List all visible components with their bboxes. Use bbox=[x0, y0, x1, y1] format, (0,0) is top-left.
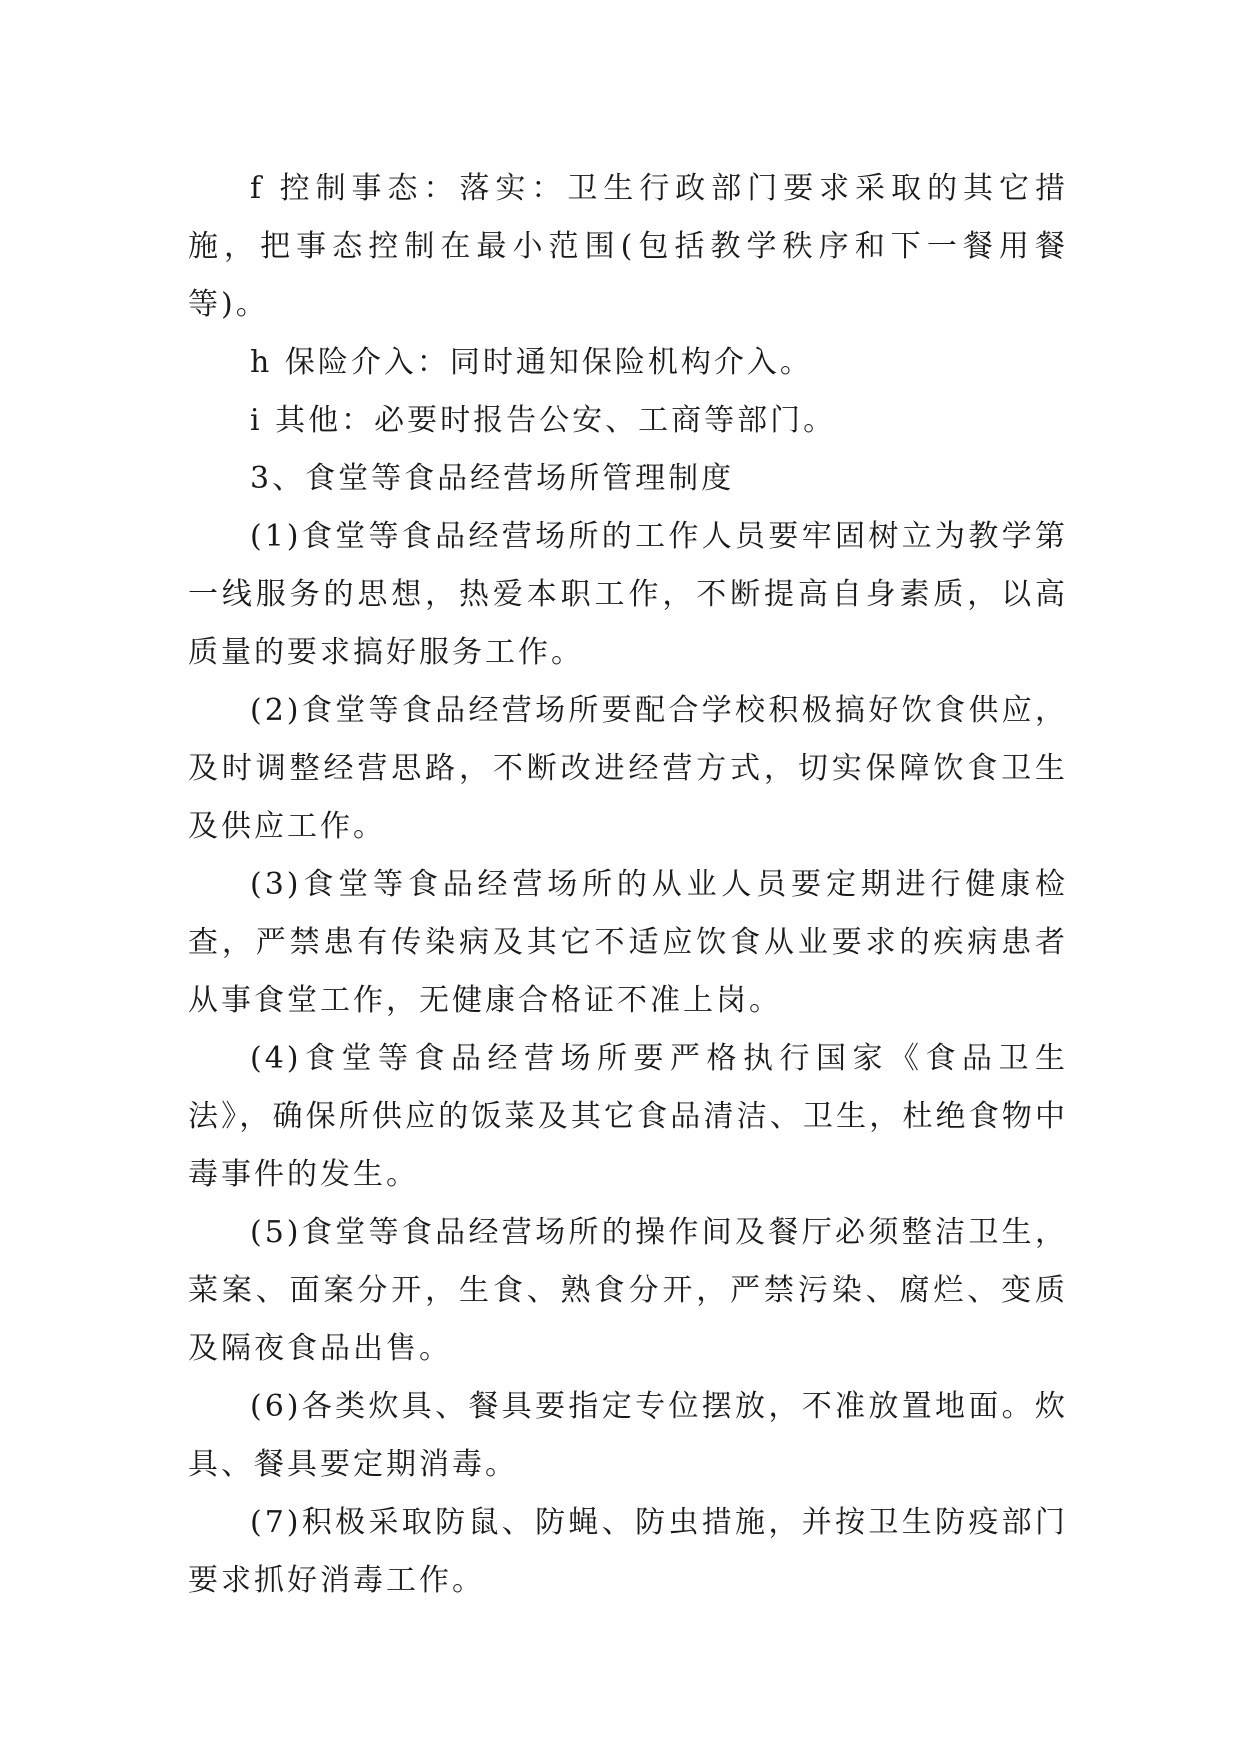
paragraph-other: i 其他：必要时报告公安、工商等部门。 bbox=[250, 403, 837, 438]
paragraph-rule-7: (7)积极采取防鼠、防蝇、防虫措施，并按卫生防疫部门要求抓好消毒工作。 bbox=[188, 1505, 1068, 1598]
paragraph-rule-4: (4)食堂等食品经营场所要严格执行国家《食品卫生法》，确保所供应的饭菜及其它食品清洁、卫生，杜绝食物中毒事件的发生。 bbox=[188, 1041, 1068, 1192]
paragraph-rule-3: (3)食堂等食品经营场所的从业人员要定期进行健康检查，严禁患有传染病及其它不适应饮食从业要求的疾病患者从事食堂工作，无健康合格证不准上岗。 bbox=[188, 867, 1068, 1018]
document-body bbox=[188, 160, 1068, 1610]
paragraph-control-situation: f 控制事态：落实：卫生行政部门要求采取的其它措施，把事态控制在最小范围(包括教学秩序和下一餐用餐等)。 bbox=[188, 171, 1068, 322]
paragraph-insurance: h 保险介入：同时通知保险机构介入。 bbox=[250, 345, 813, 380]
section-heading: 3、食堂等食品经营场所管理制度 bbox=[250, 461, 735, 496]
paragraph-rule-2: (2)食堂等食品经营场所要配合学校积极搞好饮食供应，及时调整经营思路，不断改进经营方式，切实保障饮食卫生及供应工作。 bbox=[188, 693, 1068, 844]
paragraph-rule-6: (6)各类炊具、餐具要指定专位摆放，不准放置地面。炊具、餐具要定期消毒。 bbox=[188, 1389, 1068, 1482]
paragraph-rule-5: (5)食堂等食品经营场所的操作间及餐厅必须整洁卫生，菜案、面案分开，生食、熟食分开，严禁污染、腐烂、变质及隔夜食品出售。 bbox=[188, 1215, 1068, 1366]
paragraph-rule-1: (1)食堂等食品经营场所的工作人员要牢固树立为教学第一线服务的思想，热爱本职工作，不断提高自身素质，以高质量的要求搞好服务工作。 bbox=[188, 519, 1068, 670]
